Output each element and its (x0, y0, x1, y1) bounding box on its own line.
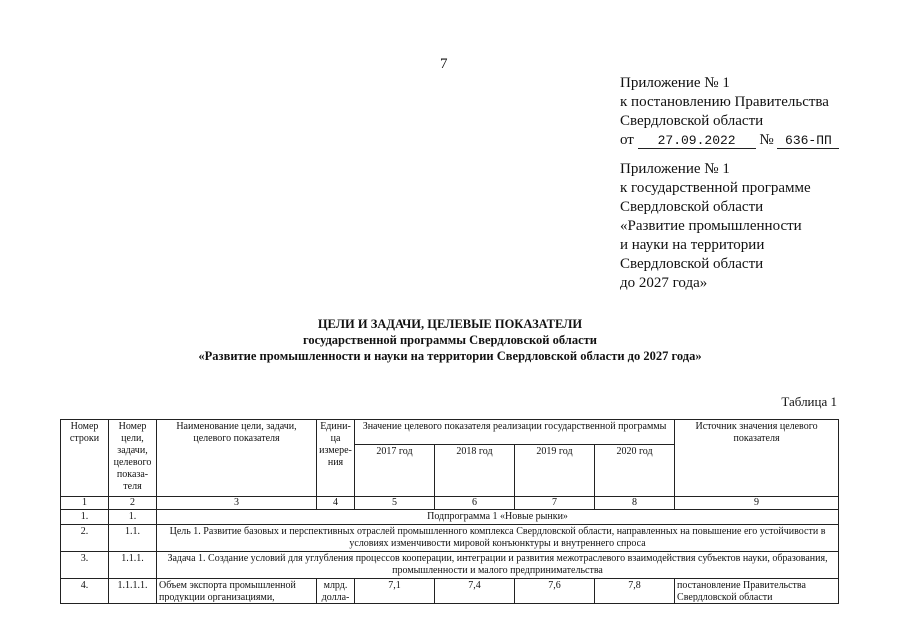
title-line1: ЦЕЛИ И ЗАДАЧИ, ЦЕЛЕВЫЕ ПОКАЗАТЕЛИ (317, 317, 583, 331)
goal-number: 1. (109, 510, 157, 525)
column-number: 4 (317, 497, 355, 510)
header-year: 2020 год (595, 445, 675, 497)
appendix-program-line: «Развитие промышленности (620, 218, 802, 234)
appendix-program-line: и науки на территории (620, 237, 765, 253)
appendix-to-program (620, 160, 811, 293)
appendix-decree-line2: к постановлению Правительства (620, 94, 829, 110)
header-year: 2019 год (515, 445, 595, 497)
goal-number: 1.1.1. (109, 552, 157, 579)
decree-number: 636-ПП (777, 134, 839, 149)
appendix-program-line: Свердловской области (620, 256, 764, 272)
title-line2: государственной программы Свердловской области (303, 333, 597, 347)
header-values-group: Значение целевого показателя реализации государственной программы (355, 420, 675, 445)
value-2020: 7,8 (595, 579, 675, 604)
column-number: 2 (109, 497, 157, 510)
appendix-program-line: Свердловской области (620, 199, 764, 215)
header-name: Наименование цели, задачи, целевого показателя (157, 420, 317, 497)
column-number: 9 (675, 497, 839, 510)
column-number: 6 (435, 497, 515, 510)
header-row-number: Номер строки (61, 420, 109, 497)
header-source: Источник значения целевого показателя (675, 420, 839, 497)
header-unit: Едини-ца измере-ния (317, 420, 355, 497)
indicator-source (675, 579, 839, 604)
column-number: 3 (157, 497, 317, 510)
indicator-source-text: постановление Правительства Свердловской области (677, 580, 806, 602)
goal-number: 1.1. (109, 525, 157, 552)
goal-number: 1.1.1.1. (109, 579, 157, 604)
row-number: 4. (61, 579, 109, 604)
table-caption: Таблица 1 (781, 394, 837, 409)
page-number: 7 (440, 56, 448, 72)
title-line3: «Развитие промышленности и науки на территории Свердловской области до 2027 года» (198, 349, 702, 363)
from-label: от (620, 132, 634, 148)
appendix-decree-line1: Приложение № 1 (620, 75, 730, 91)
number-label: № (759, 132, 774, 148)
value-2018: 7,4 (435, 579, 515, 604)
appendix-program-line: до 2027 года» (620, 275, 708, 291)
row-number: 2. (61, 525, 109, 552)
column-number: 1 (61, 497, 109, 510)
row-number: 3. (61, 552, 109, 579)
header-year: 2017 год (355, 445, 435, 497)
subprogram-title: Подпрограмма 1 «Новые рынки» (157, 510, 839, 525)
appendix-decree-line3: Свердловской области (620, 113, 764, 129)
table-row (61, 525, 839, 552)
task-text: Задача 1. Создание условий для углубления процессов кооперации, интеграции и развития межотраслевого взаимодействия субъектов науки, образования, промышленности и малого предпринимательства (157, 552, 839, 579)
table-row (61, 552, 839, 579)
goal-text: Цель 1. Развитие базовых и перспективных отраслей промышленного комплекса Свердловской области, направленных на повышение его устойчивости в условиях изменчивости мировой конъюнктуры и внутреннего спроса (157, 525, 839, 552)
header-goal-number: Номер цели, задачи, целевого показа-теля (109, 420, 157, 497)
column-number: 8 (595, 497, 675, 510)
indicator-unit (317, 579, 355, 604)
decree-date: 27.09.2022 (638, 134, 756, 149)
appendix-program-line: Приложение № 1 (620, 161, 730, 177)
column-number: 7 (515, 497, 595, 510)
appendix-decree-date-line (620, 131, 839, 150)
indicator-unit-text: млрд. долла- (321, 580, 350, 602)
table-row (61, 510, 839, 525)
header-year: 2018 год (435, 445, 515, 497)
column-number-row (61, 497, 839, 510)
indicator-name-text: Объем экспорта промышленной продукции организациями, (159, 580, 296, 602)
document-title (60, 316, 840, 364)
column-number: 5 (355, 497, 435, 510)
header-row-top (61, 420, 839, 445)
appendix-program-line: к государственной программе (620, 180, 811, 196)
value-2019: 7,6 (515, 579, 595, 604)
table-row (61, 579, 839, 604)
appendix-to-decree (620, 74, 839, 150)
indicator-name (157, 579, 317, 604)
value-2017: 7,1 (355, 579, 435, 604)
row-number: 1. (61, 510, 109, 525)
targets-table (60, 419, 839, 604)
